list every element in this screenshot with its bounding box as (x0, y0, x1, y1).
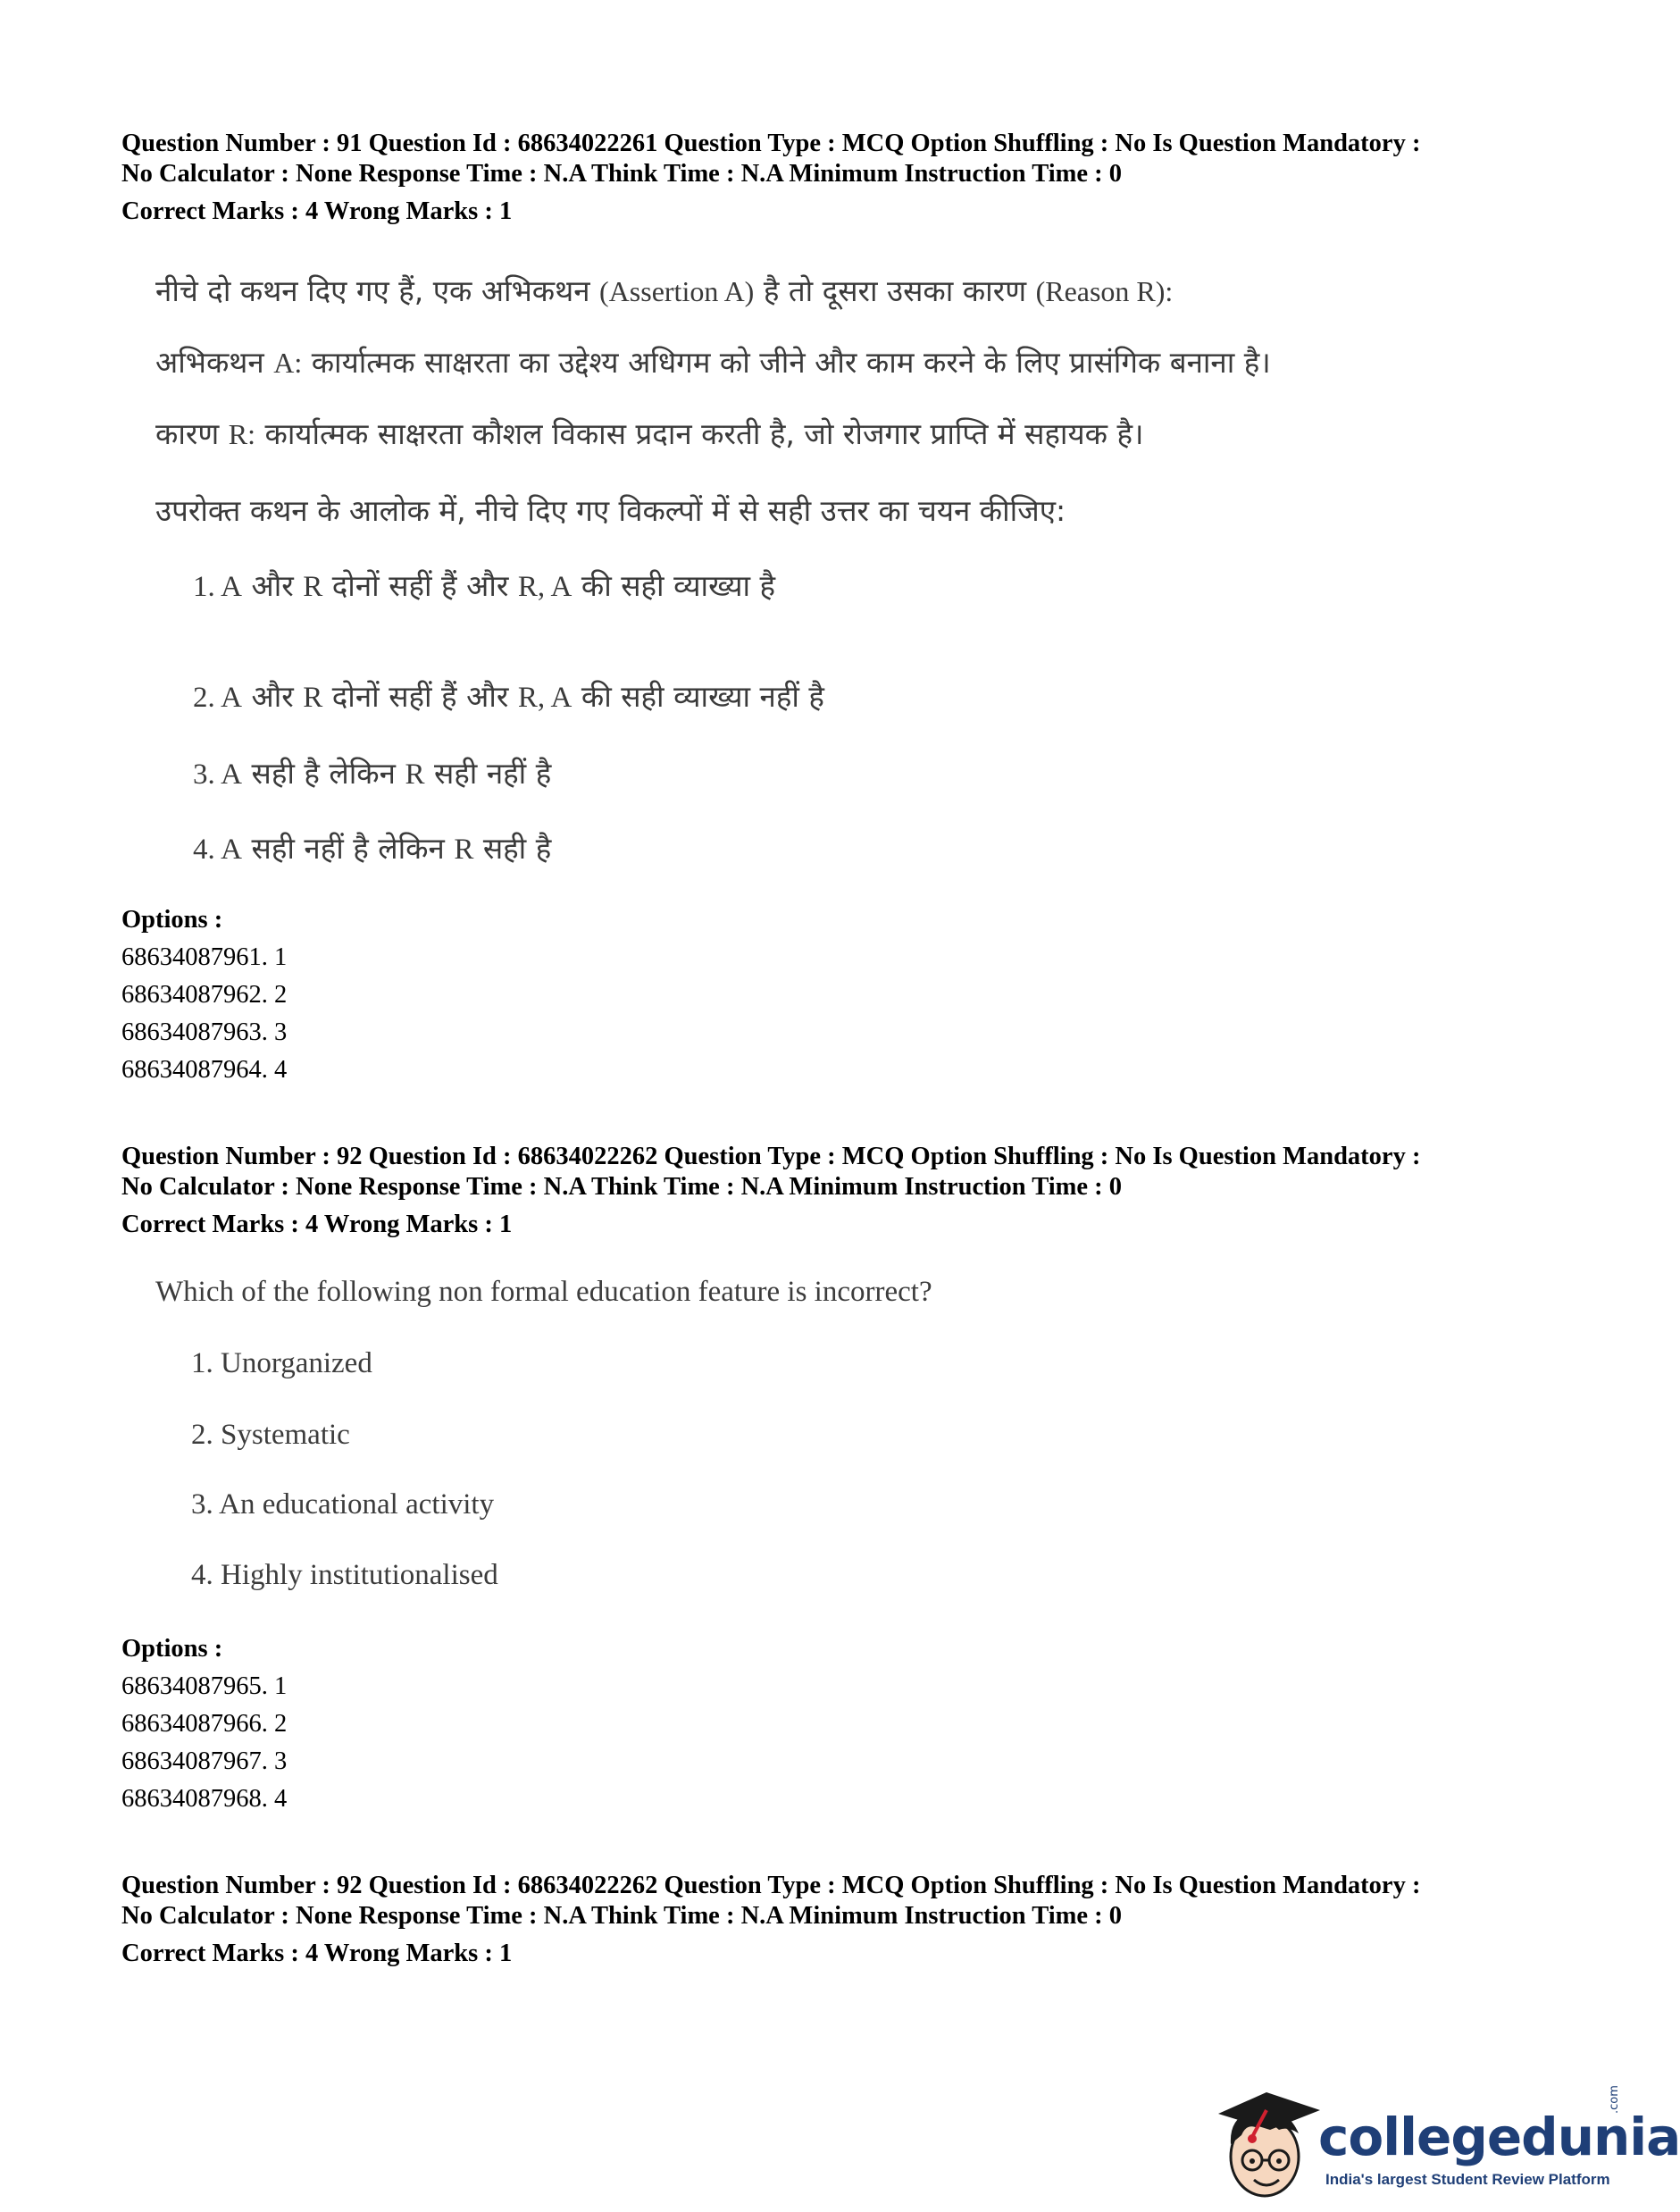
question-stem-line: नीचे दो कथन दिए गए हैं, एक अभिकथन (Assertion A) है तो दूसरा उसका कारण (Reason R): (155, 273, 1174, 308)
choice-item: 4. A सही नहीं है लेकिन R सही है (193, 831, 552, 866)
question-meta-line1: Question Number : 92 Question Id : 68634022262 Question Type : MCQ Option Shuffling : No Is Question Mandatory : (121, 1872, 1421, 1899)
logo-suffix: .com (1608, 2085, 1621, 2114)
question-92-header (121, 1142, 1550, 1240)
choice-item: 2. Systematic (191, 1419, 350, 1451)
assertion-line: अभिकथन A: कार्यात्मक साक्षरता का उद्देश्य अधिगम को जीने और काम करने के लिए प्रासंगिक बनाना है। (155, 345, 1271, 380)
question-marks: Correct Marks : 4 Wrong Marks : 1 (121, 197, 513, 225)
choice-item: 1. Unorganized (191, 1347, 372, 1379)
options-label: Options : (121, 906, 223, 934)
question-91-header (121, 129, 1550, 227)
question-meta-line2: No Calculator : None Response Time : N.A Think Time : N.A Minimum Instruction Time : 0 (121, 1902, 1123, 1930)
option-id: 68634087964. 4 (121, 1056, 288, 1084)
options-label: Options : (121, 1635, 223, 1663)
option-id: 68634087961. 1 (121, 943, 288, 971)
choice-item: 4. Highly institutionalised (191, 1559, 498, 1591)
option-id: 68634087963. 3 (121, 1018, 288, 1046)
option-id: 68634087962. 2 (121, 981, 288, 1009)
choice-item: 3. An educational activity (191, 1488, 495, 1521)
reason-line: कारण R: कार्यात्मक साक्षरता कौशल विकास प्रदान करती है, जो रोजगार प्राप्ति में सहायक है। (155, 416, 1144, 451)
question-marks: Correct Marks : 4 Wrong Marks : 1 (121, 1211, 513, 1238)
question-meta-line2: No Calculator : None Response Time : N.A Think Time : N.A Minimum Instruction Time : 0 (121, 160, 1123, 188)
option-id: 68634087965. 1 (121, 1672, 288, 1700)
logo-wordmark: collegedunia (1318, 2107, 1680, 2167)
collegedunia-logo (1211, 2074, 1680, 2208)
question-stem: Which of the following non formal education feature is incorrect? (155, 1276, 932, 1308)
question-meta-line1: Question Number : 91 Question Id : 68634022261 Question Type : MCQ Option Shuffling : No Is Question Mandatory : (121, 130, 1421, 157)
choice-item: 3. A सही है लेकिन R सही नहीं है (193, 756, 552, 791)
option-id: 68634087967. 3 (121, 1747, 288, 1775)
option-id: 68634087968. 4 (121, 1785, 288, 1813)
question-92-repeat-header (121, 1871, 1550, 1969)
choice-item: 2. A और R दोनों सहीं हैं और R, A की सही व्याख्या नहीं है (193, 679, 824, 714)
logo-tagline: India's largest Student Review Platform (1325, 2171, 1610, 2188)
option-id: 68634087966. 2 (121, 1710, 288, 1738)
student-mascot-icon (1211, 2074, 1327, 2208)
question-meta-line1: Question Number : 92 Question Id : 68634022262 Question Type : MCQ Option Shuffling : No Is Question Mandatory : (121, 1143, 1421, 1170)
choice-item: 1. A और R दोनों सहीं हैं और R, A की सही व्याख्या है (193, 568, 776, 603)
question-meta-line2: No Calculator : None Response Time : N.A Think Time : N.A Minimum Instruction Time : 0 (121, 1173, 1123, 1201)
instruction-line: उपरोक्त कथन के आलोक में, नीचे दिए गए विकल्पों में से सही उत्तर का चयन कीजिए: (155, 493, 1066, 528)
question-marks: Correct Marks : 4 Wrong Marks : 1 (121, 1940, 513, 1967)
